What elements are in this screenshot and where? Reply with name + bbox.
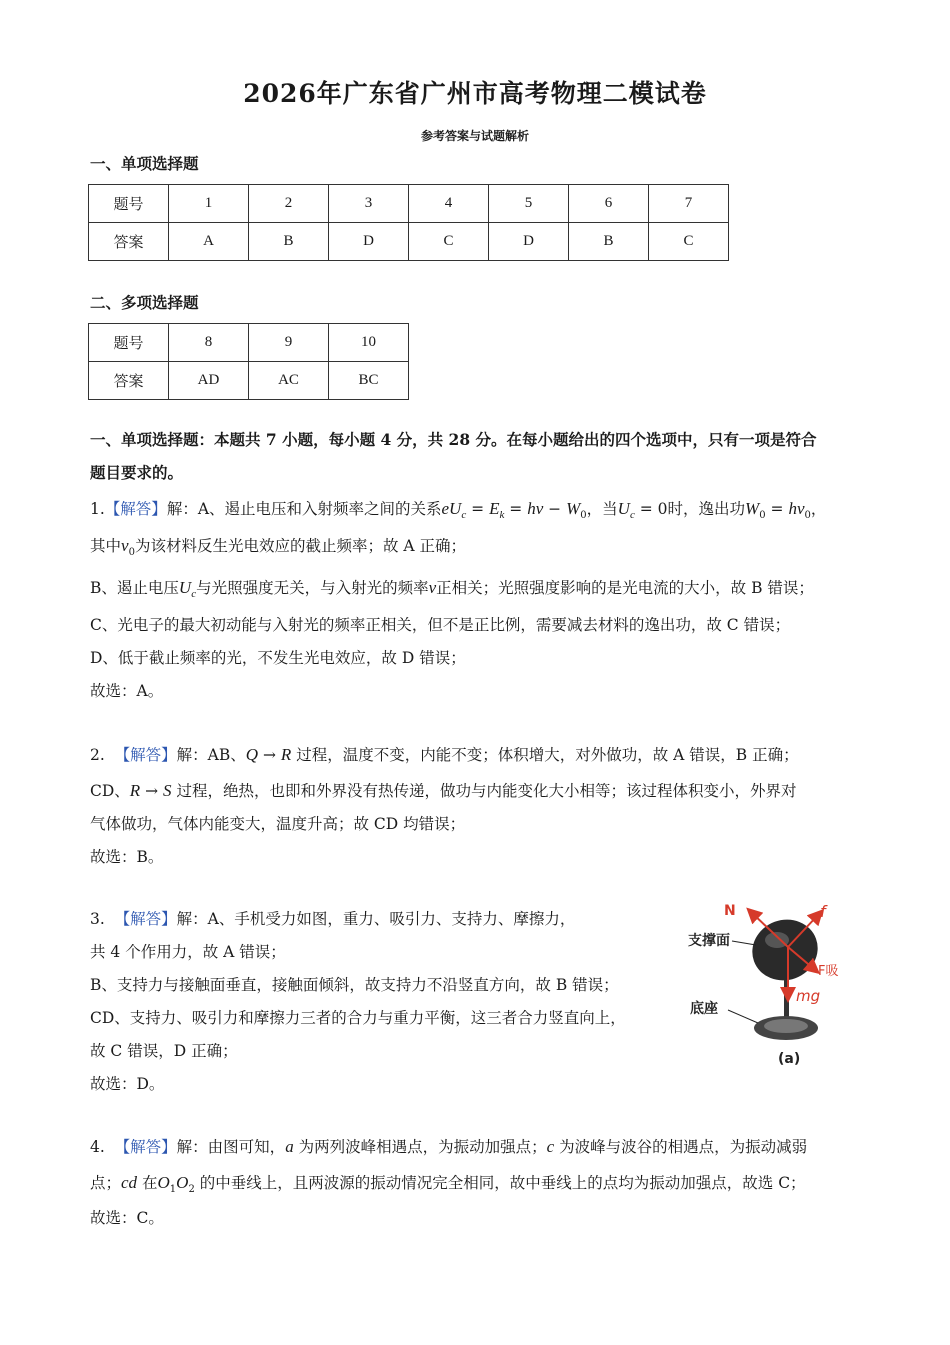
table-cell: 10 [329, 324, 409, 362]
support-surface-shape [744, 911, 827, 990]
q2-line-ab: 2. 【解答】解：AB、Q → R 过程，温度不变，内能不变；体积增大，对外做功，故 A 错误，B 正确； [90, 745, 799, 764]
q3-line-b: B、支持力与接触面垂直，接触面倾斜，故支持力不沿竖直方向，故 B 错误； [90, 976, 619, 994]
answer-tag: 【解答】 [104, 500, 167, 518]
answer-tag: 【解答】 [114, 1138, 177, 1156]
phone-holder-force-diagram [680, 895, 870, 1070]
table-cell: 5 [489, 185, 569, 223]
q2-line-cd2: 气体做功，气体内能变大，温度升高；故 CD 均错误； [90, 815, 466, 833]
q3-line-cd1: CD、支持力、吸引力和摩擦力三者的合力与重力平衡，这三者合力竖直向上， [90, 1009, 626, 1027]
section-single-choice-heading: 一、单项选择题 [90, 155, 199, 173]
q1-line-a2: 其中$\nu_0$为该材料反生光电效应的截止频率；故 A 正确； [90, 536, 466, 559]
q4-line-1: 4. 【解答】解：由图可知，a 为两列波峰相遇点，为振动加强点；c 为波峰与波谷的相遇点，为振动减弱 [90, 1137, 808, 1156]
intro-line: 一、单项选择题：本题共 7 小题，每小题 4 分，共 28 分。在每小题给出的四个选项中，只有一项是符合 [90, 430, 817, 449]
table-row [89, 324, 409, 362]
q1-line-b: B、遏止电压$U_c$与光照强度无关，与入射光的频率ν正相关；光照强度影响的是光电流的大小，故 B 错误； [90, 578, 814, 601]
multi-choice-answer-table [88, 323, 409, 400]
table-cell: 9 [249, 324, 329, 362]
q2-line-cd: CD、R → S 过程，绝热，也即和外界没有热传递，做功与内能变化大小相等；该过程体积变小，外界对 [90, 781, 797, 800]
page-subtitle: 参考答案与试题解析 [420, 129, 529, 143]
q4-choice: 故选：C。 [90, 1209, 164, 1227]
single-choice-answer-table [88, 184, 729, 261]
table-row [89, 223, 729, 261]
table-cell: 6 [569, 185, 649, 223]
table-cell: 2 [249, 185, 329, 223]
table-header-cell: 题号 [89, 185, 169, 223]
label-base: 底座 [690, 1001, 718, 1017]
table-cell: B [569, 223, 649, 261]
q4-line-2: 点；cd 在$O_1O_2$ 的中垂线上，且两波源的振动情况完全相同，故中垂线上的点均为振动加强点，故选 C； [90, 1173, 806, 1196]
table-cell: C [649, 223, 729, 261]
table-cell: D [489, 223, 569, 261]
table-cell: 1 [169, 185, 249, 223]
q1-choice: 故选：A。 [90, 682, 164, 700]
table-cell: BC [329, 362, 409, 400]
intro-line: 题目要求的。 [90, 463, 184, 482]
table-cell: B [249, 223, 329, 261]
table-row [89, 185, 729, 223]
table-cell: AC [249, 362, 329, 400]
answer-tag: 【解答】 [114, 746, 177, 764]
table-cell: D [329, 223, 409, 261]
table-header-cell: 题号 [89, 324, 169, 362]
table-cell: AD [169, 362, 249, 400]
q1-line-d: D、低于截止频率的光，不发生光电效应，故 D 错误； [90, 649, 466, 667]
label-F-attract: F吸 [818, 964, 839, 979]
table-header-cell: 答案 [89, 362, 169, 400]
label-f: f [820, 902, 826, 921]
label-N: N [724, 903, 736, 919]
q3-line-a1: 3. 【解答】解：A、手机受力如图，重力、吸引力、支持力、摩擦力， [90, 910, 576, 928]
table-row [89, 362, 409, 400]
q3-choice: 故选：D。 [90, 1075, 165, 1093]
table-cell: C [409, 223, 489, 261]
table-cell: 8 [169, 324, 249, 362]
table-cell: A [169, 223, 249, 261]
q1-line-c: C、光电子的最大初动能与入射光的频率正相关，但不是正比例，需要减去材料的逸出功，故 C 错误； [90, 616, 791, 634]
q3-line-cd2: 故 C 错误，D 正确； [90, 1042, 238, 1060]
figure-caption: (a) [778, 1051, 801, 1067]
page-title: 2026年广东省广州市高考物理二模试卷 [243, 79, 707, 108]
table-cell: 4 [409, 185, 489, 223]
table-header-cell: 答案 [89, 223, 169, 261]
label-support-surface: 支撑面 [688, 933, 730, 949]
table-cell: 7 [649, 185, 729, 223]
answer-tag: 【解答】 [114, 910, 177, 928]
table-cell: 3 [329, 185, 409, 223]
label-mg: mg [796, 987, 821, 1005]
q3-line-a2: 共 4 个作用力，故 A 错误； [90, 943, 286, 961]
q2-choice: 故选：B。 [90, 848, 164, 866]
q1-line-a: 1.【解答】解：A、遏止电压和入射频率之间的关系$eU_c = E_k = h\nu - W_0$，当$U_c = 0$时，逸出功$W_0 = h\nu_0$， [90, 499, 827, 522]
section-multi-choice-heading: 二、多项选择题 [90, 294, 199, 312]
